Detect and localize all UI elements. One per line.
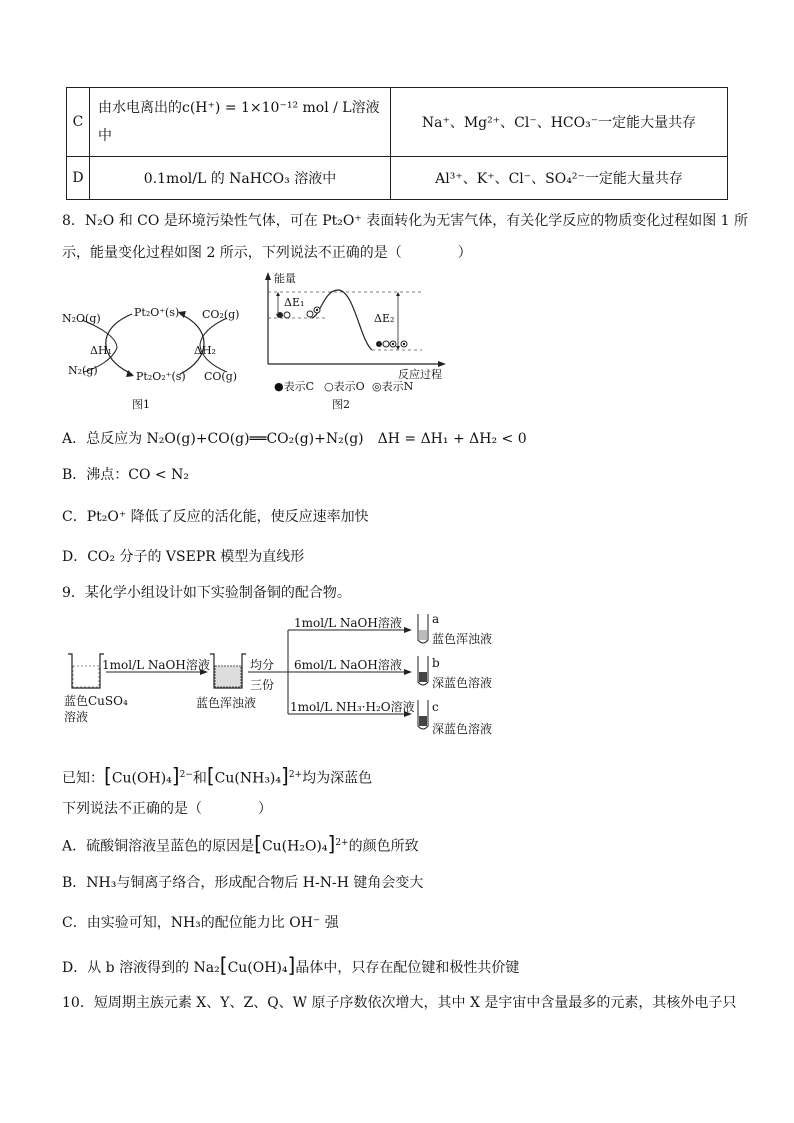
legend-n: ◎表示N (372, 380, 414, 393)
branch-a-reagent: 1mol/L NaOH溶液 (294, 616, 402, 630)
start-solution-line1: 蓝色CuSO₄ (64, 694, 128, 708)
q9-ask: 下列说法不正确的是（ ） (62, 801, 272, 817)
label-de2: ΔE₂ (374, 312, 395, 325)
split-line1: 均分 (250, 658, 275, 672)
row-condition: 0.1mol/L 的 NaHCO₃ 溶液中 (90, 157, 391, 200)
split-line2: 三份 (250, 678, 275, 692)
label-pt2o: Pt₂O⁺(s) (134, 306, 180, 319)
start-solution-line2: 溶液 (64, 710, 89, 724)
q8-stem-line1: 8．N₂O 和 CO 是环境污染性气体，可在 Pt₂O⁺ 表面转化为无害气体，有关化学反应的物质变化过程如图 1 所 (62, 213, 749, 229)
reagent-1: 1mol/L NaOH溶液 (102, 658, 210, 672)
q9-option-c: C．由实验可知，NH₃的配位能力比 OH⁻ 强 (62, 915, 339, 931)
branch-b-tag: b (432, 656, 440, 670)
q8-option-a: A．总反应为 N₂O(g)+CO(g)══CO₂(g)+N₂(g) ΔH = ΔH₁ + ΔH₂ < 0 (62, 431, 527, 447)
table-row (67, 88, 728, 157)
legend-o: ○表示O (324, 380, 365, 393)
energy-axis-label: 能量 (274, 272, 296, 285)
label-dh1: ΔH₁ (90, 344, 112, 357)
label-co2: CO₂(g) (202, 308, 240, 321)
figure-2 (262, 268, 462, 414)
branch-c-tag: c (432, 700, 439, 714)
branch-c-reagent: 1mol/L NH₃·H₂O溶液 (290, 700, 415, 714)
branch-a-result: 蓝色浑浊液 (432, 632, 493, 646)
label-dh2: ΔH₂ (194, 344, 216, 357)
label-n2o: N₂O(g) (62, 312, 101, 325)
label-de1: ΔE₁ (284, 296, 305, 309)
q9-known: 已知：$[Cu(OH)_4]^{2-}$和$[Cu(NH_3)_4]^{2+}$均为深蓝色 (62, 763, 373, 788)
row-result: Na⁺、Mg²⁺、Cl⁻、HCO₃⁻一定能大量共存 (391, 88, 728, 157)
branch-b-reagent: 6mol/L NaOH溶液 (294, 658, 402, 672)
branch-b-result: 深蓝色溶液 (432, 676, 493, 690)
q9-experiment-diagram (62, 610, 512, 750)
reaction-axis-label: 反应过程 (398, 368, 442, 381)
figure-2-caption: 图2 (332, 398, 350, 411)
branch-c-result: 深蓝色溶液 (432, 722, 493, 736)
mid-solution: 蓝色浑浊液 (196, 696, 257, 710)
row-letter: C (67, 88, 90, 157)
figure-1 (62, 298, 252, 413)
q8-option-c: C．Pt₂O⁺ 降低了反应的活化能，使反应速率加快 (62, 509, 369, 525)
label-co: CO(g) (204, 370, 238, 383)
table-row (67, 157, 728, 200)
q9-option-b: B．NH₃与铜离子络合，形成配合物后 H-N-H 键角会变大 (62, 875, 424, 891)
q9-option-a: A．硫酸铜溶液呈蓝色的原因是$[Cu(H_2O)_4]^{2+}$的颜色所致 (62, 831, 419, 856)
q8-stem-line2: 示，能量变化过程如图 2 所示，下列说法不正确的是（ ） (62, 245, 472, 261)
branch-a-tag: a (432, 612, 440, 626)
legend-c: ●表示C (274, 380, 315, 393)
row-condition: 由水电离出的c(H⁺) = 1×10⁻¹² mol / L溶液 中 (90, 88, 391, 157)
q9-option-d: D．从 b 溶液得到的 Na₂[Cu(OH)₄]晶体中，只存在配位键和极性共价键 (62, 953, 520, 977)
figure-1-caption: 图1 (132, 398, 150, 411)
label-pt2o2: Pt₂O₂⁺(s) (136, 370, 186, 383)
q10-stem: 10．短周期主族元素 X、Y、Z、Q、W 原子序数依次增大，其中 X 是宇宙中含量最多的元素，其核外电子只 (62, 995, 737, 1011)
options-table (66, 87, 728, 200)
label-n2: N₂(g) (68, 364, 98, 377)
row-letter: D (67, 157, 90, 200)
q9-stem: 9．某化学小组设计如下实验制备铜的配合物。 (62, 585, 351, 601)
q8-option-b: B．沸点：CO < N₂ (62, 467, 189, 483)
row-result: Al³⁺、K⁺、Cl⁻、SO₄²⁻一定能大量共存 (391, 157, 728, 200)
q8-option-d: D．CO₂ 分子的 VSEPR 模型为直线形 (62, 549, 305, 565)
